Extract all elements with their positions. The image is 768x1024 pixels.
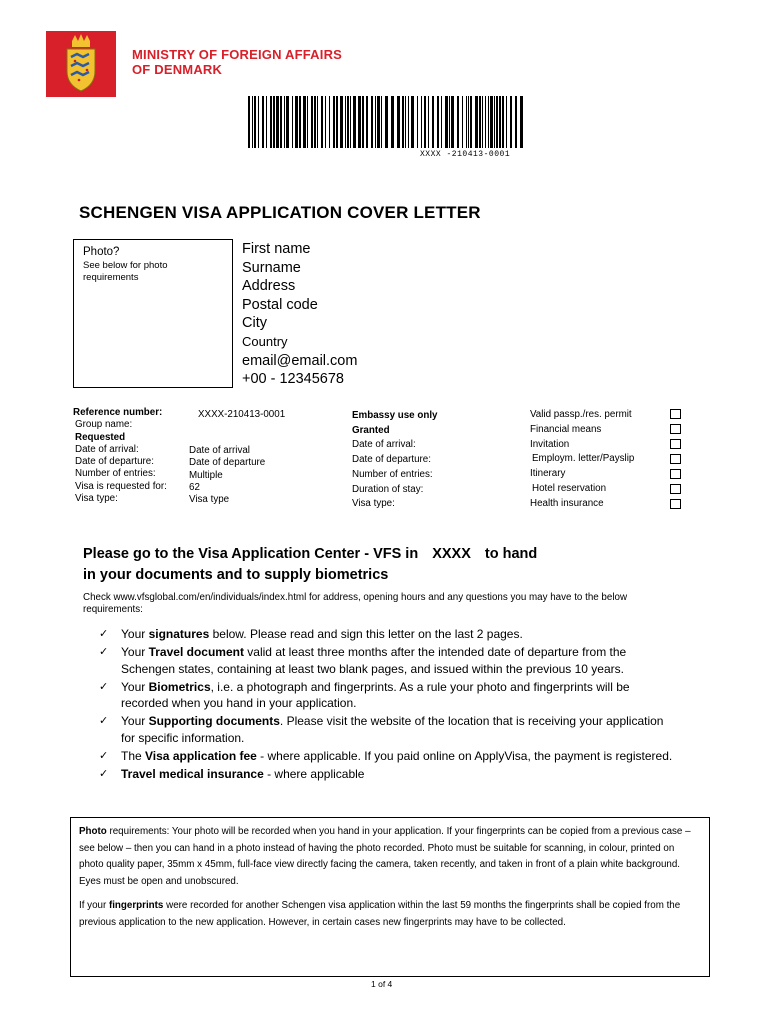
barcode-bar xyxy=(358,96,361,148)
barcode-bar xyxy=(366,96,368,148)
barcode-bar xyxy=(397,96,400,148)
document-checklist xyxy=(530,408,634,512)
barcode-bar xyxy=(515,96,517,148)
barcode-bar xyxy=(375,96,376,148)
barcode-bar xyxy=(248,96,250,148)
barcode-bar xyxy=(252,96,253,148)
list-item: ✓ Your Biometrics, i.e. a photograph and fingerprints. As a rule your photo and fingerprints will be recorded when you hand in your application. xyxy=(99,679,630,710)
barcode-bar xyxy=(280,96,282,148)
requirements-list xyxy=(99,626,679,784)
barcode-bar xyxy=(449,96,450,148)
checkbox[interactable] xyxy=(670,499,681,509)
ref-row-label: Date of departure: xyxy=(75,456,154,468)
ref-row-label: Visa is requested for: xyxy=(75,480,167,492)
barcode-bar xyxy=(286,96,289,148)
barcode-bar xyxy=(488,96,489,148)
list-item: ✓ Your Supporting documents. Please visit the website of the location that is receiving your application for specific information. xyxy=(99,714,664,745)
barcode-bar xyxy=(482,96,483,148)
barcode-bar xyxy=(258,96,259,148)
photo-box xyxy=(73,239,233,388)
barcode-bar xyxy=(402,96,404,148)
barcode-bar xyxy=(314,96,316,148)
barcode-bar xyxy=(466,96,467,148)
barcode-bar xyxy=(284,96,285,148)
checkmark-icon: ✓ xyxy=(99,767,109,780)
barcode-bar xyxy=(475,96,478,148)
barcode-bar xyxy=(494,96,495,148)
barcode-bar xyxy=(405,96,406,148)
checkmark-icon: ✓ xyxy=(99,646,109,658)
page-number: 1 of 4 xyxy=(371,979,393,989)
barcode-bar xyxy=(266,96,267,148)
barcode-bar xyxy=(490,96,493,148)
ref-row-label: Visa type: xyxy=(75,493,118,505)
photo-subtitle: See below for photo requirements xyxy=(83,260,168,283)
photo-fingerprint-notes xyxy=(70,817,710,977)
barcode-bar xyxy=(307,96,308,148)
ministry-name xyxy=(132,47,342,77)
barcode-bar xyxy=(299,96,301,148)
ref-row-value: Multiple xyxy=(189,469,223,481)
barcode xyxy=(248,96,524,148)
checklist-item: Financial means xyxy=(530,423,602,435)
barcode-bar xyxy=(311,96,313,148)
barcode-bar xyxy=(432,96,434,148)
barcode-bar xyxy=(350,96,351,148)
vfs-city: XXXX xyxy=(432,546,471,562)
barcode-bar xyxy=(468,96,469,148)
ref-row-label: Number of entries: xyxy=(75,468,156,480)
barcode-bar xyxy=(262,96,264,148)
list-item: ✓ Your signatures below. Please read and sign this letter on the last 2 pages. xyxy=(99,627,523,641)
embassy-row: Date of departure: xyxy=(352,454,431,466)
embassy-heading: Embassy use only xyxy=(352,410,438,421)
barcode-bar xyxy=(321,96,323,148)
vfs-check-text: Check www.vfsglobal.com/en/individuals/index.html for address, opening hours and any questions you may have to the below requirements: xyxy=(83,592,628,616)
barcode-text: XXXX -210413-0001 xyxy=(420,150,511,159)
barcode-bar xyxy=(411,96,414,148)
barcode-bar xyxy=(362,96,364,148)
ref-row-value: 62 xyxy=(189,481,200,493)
embassy-row: Date of arrival: xyxy=(352,439,416,451)
barcode-bar xyxy=(303,96,306,148)
barcode-bar xyxy=(276,96,279,148)
phone: +00 - 12345678 xyxy=(242,371,344,388)
barcode-bar xyxy=(292,96,293,148)
checkmark-icon: ✓ xyxy=(99,680,109,693)
barcode-bar xyxy=(510,96,512,148)
checkbox[interactable] xyxy=(670,439,681,449)
barcode-bar xyxy=(385,96,388,148)
requested-label: Requested xyxy=(75,431,126,443)
surname: Surname xyxy=(242,259,301,276)
ministry-line-2: OF DENMARK xyxy=(132,62,223,77)
reference-number-value: XXXX-210413-0001 xyxy=(198,409,286,420)
barcode-bar xyxy=(421,96,422,148)
list-item: ✓ The Visa application fee - where applicable. If you paid online on ApplyVisa, the payment is registered. xyxy=(99,748,673,763)
embassy-section xyxy=(352,409,438,512)
barcode-bar xyxy=(325,96,326,148)
barcode-bar xyxy=(353,96,356,148)
ministry-logo xyxy=(46,31,116,97)
embassy-row: Duration of stay: xyxy=(352,483,424,495)
barcode-bar xyxy=(377,96,380,148)
barcode-bar xyxy=(506,96,507,148)
ref-row-value: Visa type xyxy=(189,494,230,506)
barcode-bar xyxy=(424,96,426,148)
checkmark-icon: ✓ xyxy=(99,715,109,727)
barcode-bar xyxy=(381,96,382,148)
page-title: SCHENGEN VISA APPLICATION COVER LETTER xyxy=(79,203,481,222)
applicant-address xyxy=(242,240,357,389)
checkmark-icon: ✓ xyxy=(99,749,109,762)
barcode-bar xyxy=(333,96,335,148)
ref-row-value: Date of arrival xyxy=(189,445,250,456)
photo-title: Photo? xyxy=(83,246,120,258)
barcode-bar xyxy=(329,96,330,148)
email: email@email.com xyxy=(242,352,358,369)
checklist-item: Itinerary xyxy=(530,468,566,480)
barcode-bar xyxy=(345,96,346,148)
barcode-bar xyxy=(391,96,394,148)
instructions-line1b: to hand xyxy=(484,546,538,562)
reference-label: Reference number: xyxy=(73,407,163,418)
checkbox[interactable] xyxy=(670,424,681,434)
barcode-bar xyxy=(451,96,454,148)
country: Country xyxy=(242,333,288,349)
barcode-bar xyxy=(347,96,349,148)
first-name: First name xyxy=(242,241,311,257)
checkbox[interactable] xyxy=(670,409,681,419)
barcode-bar xyxy=(499,96,501,148)
instructions-line2: in your documents and to supply biometrics xyxy=(83,566,389,583)
reference-values xyxy=(189,445,265,506)
embassy-row: Number of entries: xyxy=(352,468,433,480)
barcode-bar xyxy=(371,96,373,148)
ref-row-value: Date of departure xyxy=(189,457,266,469)
checklist-item: Employm. letter/Payslip xyxy=(532,453,635,465)
barcode-bar xyxy=(479,96,481,148)
danish-coat-of-arms-icon xyxy=(46,31,116,97)
checklist-item: Valid passp./res. permit xyxy=(530,409,632,420)
barcode-bar xyxy=(273,96,275,148)
checklist-item: Invitation xyxy=(530,438,570,450)
checkmark-icon: ✓ xyxy=(99,628,109,640)
barcode-bar xyxy=(502,96,504,148)
instructions-line1a: Please go to the Visa Application Center - VFS in xyxy=(83,546,419,562)
checklist-item: Hotel reservation xyxy=(532,482,607,494)
barcode-bar xyxy=(485,96,486,148)
barcode-bar xyxy=(496,96,498,148)
barcode-bar xyxy=(340,96,343,148)
group-label: Group name: xyxy=(75,419,133,431)
barcode-bar xyxy=(428,96,429,148)
list-item: ✓ Your Travel document valid at least three months after the intended date of departure from the Schengen states, containing at least two blank pages, and issued within the previous 10 years. xyxy=(99,645,627,676)
barcode-bar xyxy=(417,96,418,148)
checkbox[interactable] xyxy=(670,469,681,479)
fingerprint-requirements: If your fingerprints were recorded for another Schengen visa application within the last 59 months the fingerprints shall be copied from the previous application to the new application. However, in certain cases new fingerprints may have to be collected. xyxy=(79,900,681,928)
checkbox[interactable] xyxy=(670,484,681,494)
reference-section xyxy=(73,407,167,505)
barcode-bar xyxy=(445,96,448,148)
postal-code: Postal code xyxy=(242,296,318,313)
address: Address xyxy=(242,278,296,295)
barcode-bar xyxy=(470,96,472,148)
barcode-bar xyxy=(462,96,463,148)
barcode-bar xyxy=(295,96,298,148)
list-item: ✓ Travel medical insurance - where applicable xyxy=(99,766,365,781)
barcode-bar xyxy=(270,96,272,148)
ministry-line-1: MINISTRY OF FOREIGN AFFAIRS xyxy=(132,47,343,62)
barcode-bar xyxy=(457,96,459,148)
photo-requirements: Photo requirements: Your photo will be recorded when you hand in your application. If your fingerprints can be copied from a previous case – see below – then you can hand in a photo instead of having the photo recorded. Photo must be suitable for scanning, in colour, printed on photo quality paper, 35mm x 45mm, full-face view directly facing the camera, taken recently, and taken in front of a plain white background. Eyes must be open and unobscured. xyxy=(79,826,691,887)
barcode-bar xyxy=(441,96,442,148)
embassy-row: Visa type: xyxy=(352,498,395,510)
checklist-item: Health insurance xyxy=(530,497,604,509)
instructions-heading xyxy=(83,544,537,585)
checkbox[interactable] xyxy=(670,454,681,464)
barcode-bar xyxy=(520,96,523,148)
granted-label: Granted xyxy=(352,424,390,436)
barcode-bar xyxy=(317,96,318,148)
barcode-bar xyxy=(336,96,338,148)
barcode-bar xyxy=(437,96,439,148)
ref-row-label: Date of arrival: xyxy=(75,443,139,455)
city: City xyxy=(242,315,267,332)
barcode-bar xyxy=(408,96,409,148)
barcode-bar xyxy=(254,96,256,148)
